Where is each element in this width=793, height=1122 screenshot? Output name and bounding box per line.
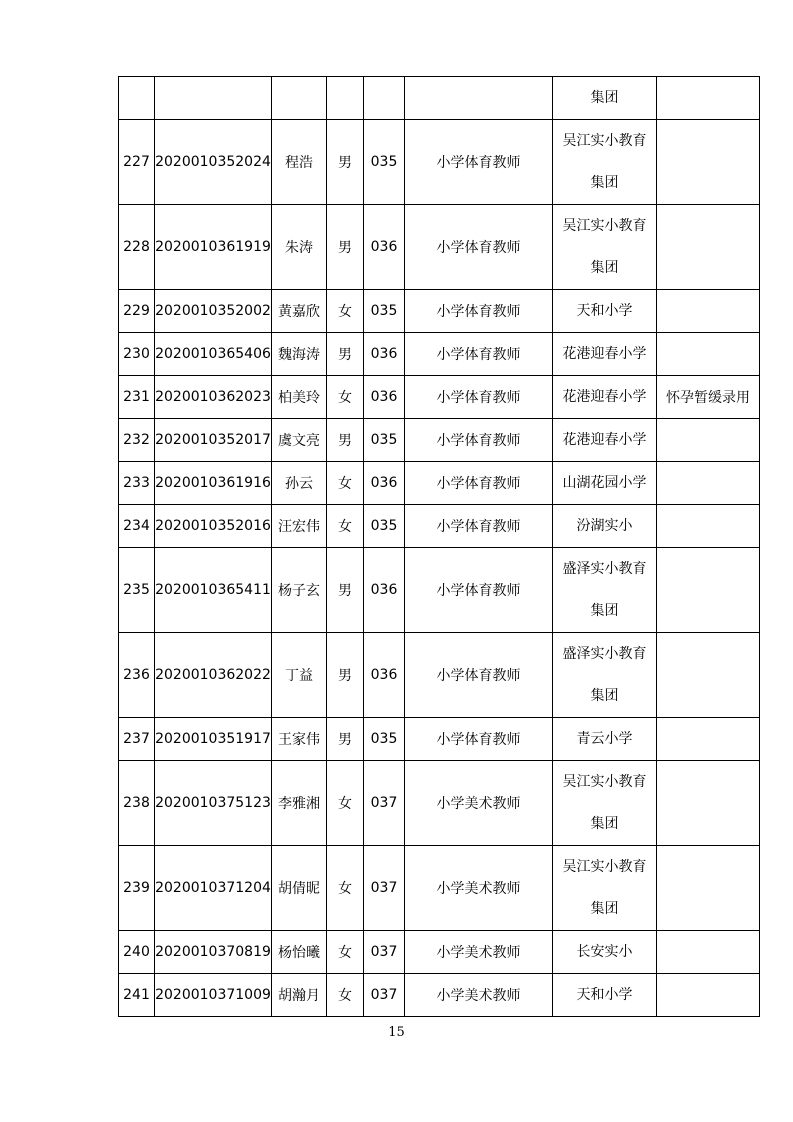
cell-code (364, 77, 405, 120)
cell-gender: 女 (327, 376, 364, 419)
unit-line: 盛泽实小教育 (562, 561, 647, 577)
unit-line: 花港迎春小学 (562, 346, 647, 362)
cell-unit (553, 462, 657, 505)
cell-unit (553, 761, 657, 846)
cell-remark (657, 290, 760, 333)
cell-name: 朱涛 (272, 205, 327, 290)
cell-remark (657, 548, 760, 633)
roster-table (118, 76, 760, 1017)
cell-code: 036 (364, 333, 405, 376)
cell-gender: 女 (327, 761, 364, 846)
cell-remark (657, 761, 760, 846)
cell-code: 035 (364, 718, 405, 761)
cell-name: 虞文亮 (272, 419, 327, 462)
cell-no: 240 (119, 931, 155, 974)
cell-no: 229 (119, 290, 155, 333)
table-row (119, 505, 760, 548)
cell-no: 233 (119, 462, 155, 505)
cell-remark (657, 120, 760, 205)
cell-unit (553, 376, 657, 419)
cell-position: 小学体育教师 (405, 548, 553, 633)
unit-line: 集团 (590, 688, 619, 704)
unit-line: 山湖花园小学 (562, 475, 647, 491)
cell-no (119, 77, 155, 120)
cell-code: 035 (364, 290, 405, 333)
table-row (119, 846, 760, 931)
cell-code: 035 (364, 505, 405, 548)
cell-name: 程浩 (272, 120, 327, 205)
cell-id: 2020010351917 (155, 718, 272, 761)
cell-code: 036 (364, 548, 405, 633)
cell-name: 杨怡曦 (272, 931, 327, 974)
cell-unit (553, 931, 657, 974)
cell-position: 小学体育教师 (405, 505, 553, 548)
table-row (119, 120, 760, 205)
cell-position: 小学美术教师 (405, 761, 553, 846)
table-row (119, 462, 760, 505)
cell-id (155, 77, 272, 120)
cell-code: 035 (364, 120, 405, 205)
cell-position: 小学体育教师 (405, 633, 553, 718)
cell-unit (553, 846, 657, 931)
cell-code: 036 (364, 633, 405, 718)
cell-unit (553, 205, 657, 290)
cell-remark: 怀孕暂缓录用 (657, 376, 760, 419)
cell-remark (657, 205, 760, 290)
cell-position: 小学体育教师 (405, 718, 553, 761)
cell-name: 李雅湘 (272, 761, 327, 846)
cell-remark (657, 462, 760, 505)
cell-position: 小学体育教师 (405, 376, 553, 419)
cell-position: 小学体育教师 (405, 290, 553, 333)
cell-position: 小学体育教师 (405, 120, 553, 205)
cell-unit (553, 505, 657, 548)
cell-gender (327, 77, 364, 120)
unit-line: 长安实小 (576, 944, 633, 960)
cell-remark (657, 77, 760, 120)
cell-gender: 男 (327, 120, 364, 205)
cell-name: 胡倩昵 (272, 846, 327, 931)
cell-gender: 男 (327, 718, 364, 761)
cell-unit (553, 548, 657, 633)
cell-id: 2020010375123 (155, 761, 272, 846)
cell-name: 孙云 (272, 462, 327, 505)
cell-remark (657, 931, 760, 974)
cell-name: 黄嘉欣 (272, 290, 327, 333)
cell-position: 小学体育教师 (405, 462, 553, 505)
cell-gender: 女 (327, 505, 364, 548)
unit-line: 汾湖实小 (576, 518, 633, 534)
cell-position: 小学体育教师 (405, 419, 553, 462)
cell-id: 2020010371009 (155, 974, 272, 1017)
unit-line: 集团 (590, 901, 619, 917)
cell-no: 238 (119, 761, 155, 846)
page-number: 15 (388, 1025, 405, 1040)
cell-position (405, 77, 553, 120)
cell-remark (657, 419, 760, 462)
unit-line: 花港迎春小学 (562, 389, 647, 405)
cell-no: 232 (119, 419, 155, 462)
cell-gender: 男 (327, 333, 364, 376)
cell-id: 2020010361916 (155, 462, 272, 505)
cell-id: 2020010362023 (155, 376, 272, 419)
unit-line: 盛泽实小教育 (562, 646, 647, 662)
table-row (119, 419, 760, 462)
cell-id: 2020010370819 (155, 931, 272, 974)
cell-name: 汪宏伟 (272, 505, 327, 548)
unit-line: 吴江实小教育 (562, 218, 647, 234)
cell-id: 2020010365406 (155, 333, 272, 376)
unit-line: 集团 (590, 260, 619, 276)
cell-name: 杨子玄 (272, 548, 327, 633)
unit-line: 吴江实小教育 (562, 859, 647, 875)
cell-name: 丁益 (272, 633, 327, 718)
cell-gender: 男 (327, 205, 364, 290)
cell-unit (553, 333, 657, 376)
table-row (119, 633, 760, 718)
cell-code: 035 (364, 419, 405, 462)
unit-line: 集团 (590, 816, 619, 832)
cell-gender: 女 (327, 931, 364, 974)
cell-remark (657, 505, 760, 548)
cell-no: 236 (119, 633, 155, 718)
cell-unit (553, 419, 657, 462)
cell-name: 胡瀚月 (272, 974, 327, 1017)
table-row (119, 761, 760, 846)
unit-line: 吴江实小教育 (562, 774, 647, 790)
cell-gender: 女 (327, 290, 364, 333)
cell-gender: 女 (327, 846, 364, 931)
cell-position: 小学美术教师 (405, 846, 553, 931)
cell-remark (657, 333, 760, 376)
cell-no: 231 (119, 376, 155, 419)
table-row (119, 548, 760, 633)
table-row (119, 974, 760, 1017)
cell-position: 小学美术教师 (405, 974, 553, 1017)
cell-position: 小学体育教师 (405, 333, 553, 376)
cell-id: 2020010365411 (155, 548, 272, 633)
cell-id: 2020010371204 (155, 846, 272, 931)
cell-name: 柏美玲 (272, 376, 327, 419)
cell-id: 2020010352002 (155, 290, 272, 333)
unit-line: 集团 (590, 603, 619, 619)
cell-unit (553, 120, 657, 205)
cell-unit (553, 974, 657, 1017)
cell-code: 037 (364, 931, 405, 974)
cell-id: 2020010361919 (155, 205, 272, 290)
table-row (119, 718, 760, 761)
unit-line: 青云小学 (576, 731, 633, 747)
cell-id: 2020010352024 (155, 120, 272, 205)
cell-position: 小学美术教师 (405, 931, 553, 974)
unit-line: 集团 (590, 175, 619, 191)
cell-id: 2020010362022 (155, 633, 272, 718)
cell-gender: 男 (327, 419, 364, 462)
cell-no: 237 (119, 718, 155, 761)
cell-gender: 男 (327, 633, 364, 718)
cell-no: 234 (119, 505, 155, 548)
cell-id: 2020010352017 (155, 419, 272, 462)
cell-code: 036 (364, 376, 405, 419)
cell-gender: 女 (327, 462, 364, 505)
cell-gender: 女 (327, 974, 364, 1017)
cell-id: 2020010352016 (155, 505, 272, 548)
unit-line: 天和小学 (576, 303, 633, 319)
table-row (119, 931, 760, 974)
cell-unit (553, 718, 657, 761)
unit-line: 集团 (590, 90, 619, 106)
table-row (119, 205, 760, 290)
cell-code: 036 (364, 205, 405, 290)
cell-code: 036 (364, 462, 405, 505)
cell-unit (553, 290, 657, 333)
cell-no: 227 (119, 120, 155, 205)
unit-line: 花港迎春小学 (562, 432, 647, 448)
cell-name: 魏海涛 (272, 333, 327, 376)
table-row (119, 333, 760, 376)
cell-position: 小学体育教师 (405, 205, 553, 290)
unit-line: 天和小学 (576, 987, 633, 1003)
cell-no: 239 (119, 846, 155, 931)
cell-no: 235 (119, 548, 155, 633)
cell-unit (553, 633, 657, 718)
cell-name (272, 77, 327, 120)
table-row (119, 290, 760, 333)
cell-code: 037 (364, 846, 405, 931)
cell-code: 037 (364, 761, 405, 846)
table-row (119, 376, 760, 419)
cell-gender: 男 (327, 548, 364, 633)
table-row-continued (119, 77, 760, 120)
cell-no: 228 (119, 205, 155, 290)
cell-no: 241 (119, 974, 155, 1017)
cell-remark (657, 846, 760, 931)
cell-remark (657, 633, 760, 718)
cell-unit (553, 77, 657, 120)
unit-line: 吴江实小教育 (562, 133, 647, 149)
cell-name: 王家伟 (272, 718, 327, 761)
cell-remark (657, 718, 760, 761)
cell-remark (657, 974, 760, 1017)
cell-code: 037 (364, 974, 405, 1017)
cell-no: 230 (119, 333, 155, 376)
